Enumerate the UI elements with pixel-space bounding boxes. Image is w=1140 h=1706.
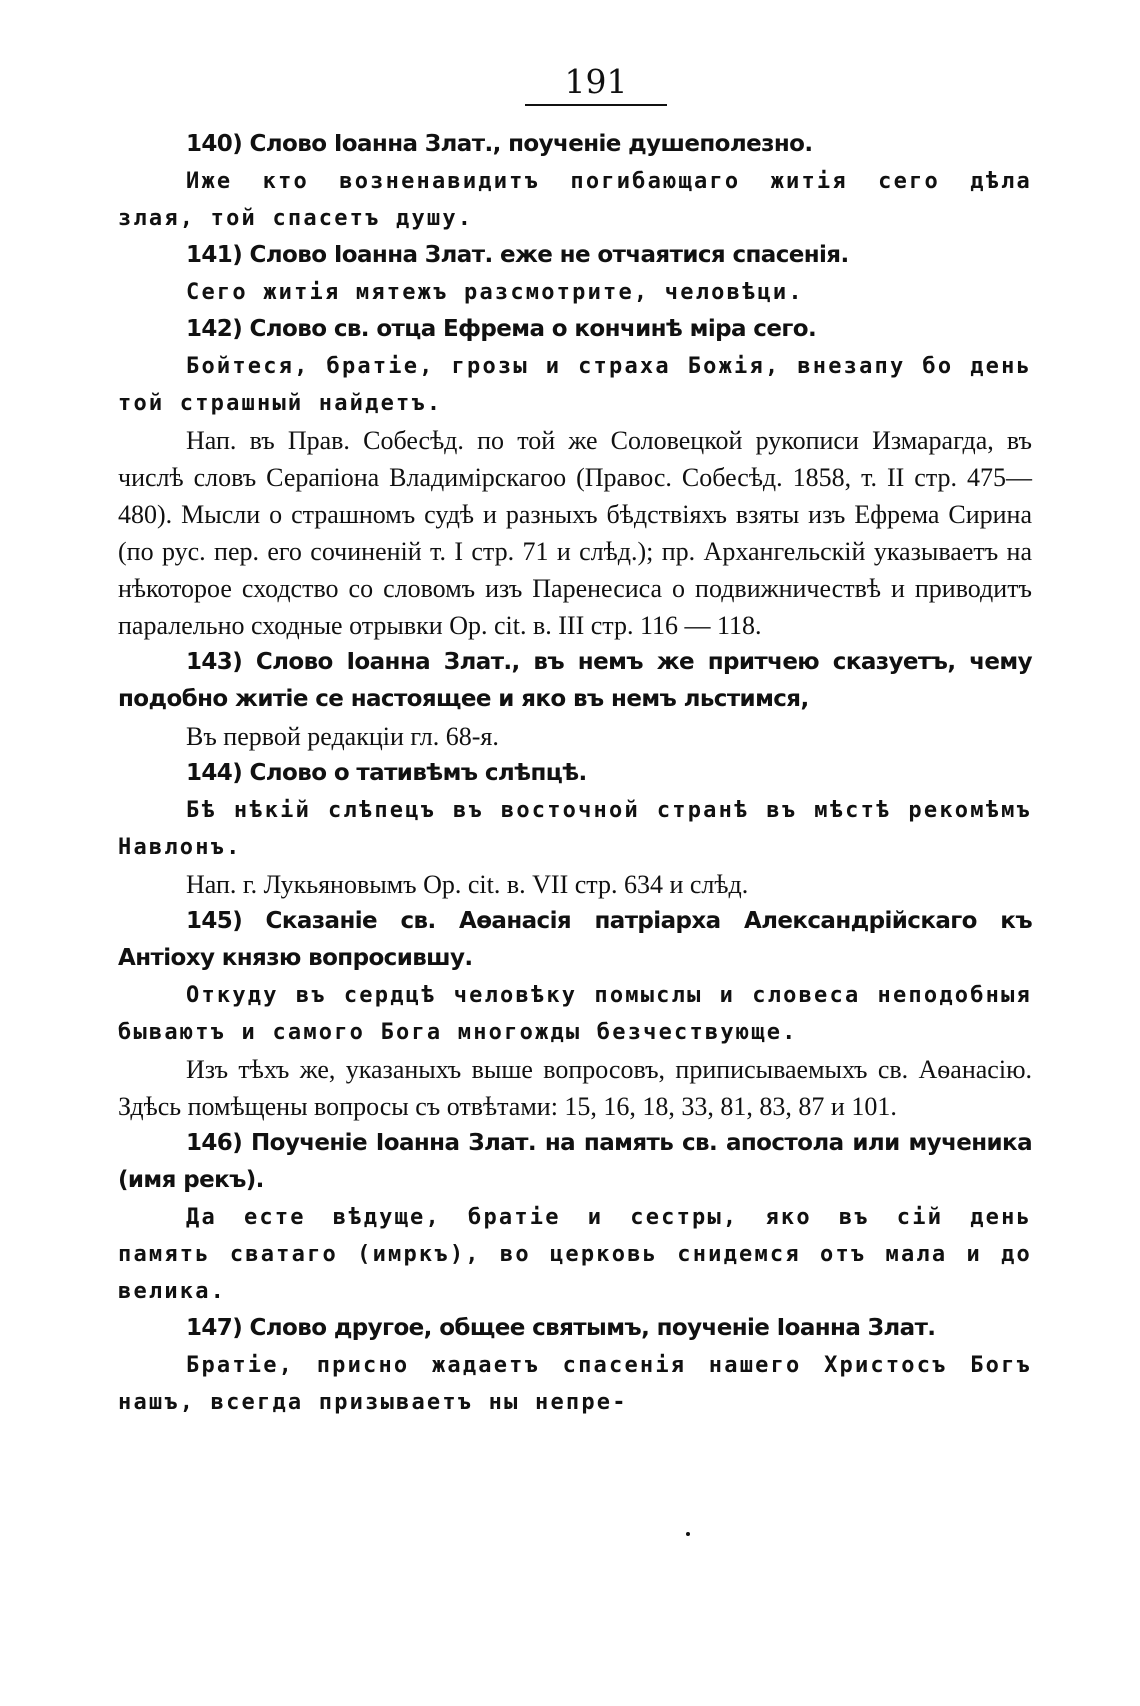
entry-title: 145) Сказаніе св. Аѳанасія патріарха Александрійскаго къ Антіоху князю вопросившу. bbox=[118, 908, 1032, 971]
page-number-rule bbox=[525, 104, 667, 106]
entry-incipit: Иже кто возненавидитъ погибающаго житія сего дѣла злая, той спасетъ душу. bbox=[118, 169, 1032, 231]
entry-title: 147) Слово другое, общее святымъ, поученіе Іоанна Злат. bbox=[186, 1315, 936, 1341]
entry-title: 140) Слово Іоанна Злат., поученіе душеполезно. bbox=[186, 131, 813, 157]
entry-143 bbox=[118, 644, 1032, 755]
entry-147 bbox=[118, 1310, 1032, 1421]
entry-146 bbox=[118, 1125, 1032, 1310]
entry-note: Въ первой редакціи гл. 68-я. bbox=[186, 722, 499, 751]
entry-incipit: Откуду въ сердцѣ человѣку помыслы и словеса неподобныя бываютъ и самого Бога многожды безчествующе. bbox=[118, 983, 1032, 1045]
entry-note: Изъ тѣхъ же, указаныхъ выше вопросовъ, приписываемыхъ св. Аѳанасію. Здѣсь помѣщены вопросы съ отвѣтами: 15, 16, 18, 33, 81, 83, 87 и 101. bbox=[118, 1055, 1032, 1121]
entry-note: Нап. г. Лукьяновымъ Ор. cit. в. VII стр. 634 и слѣд. bbox=[186, 870, 749, 899]
entry-141 bbox=[118, 237, 1032, 311]
printer-mark-dot bbox=[686, 1532, 690, 1536]
entry-incipit: Бойтеся, братіе, грозы и страха Божія, внезапу бо день той страшный найдетъ. bbox=[118, 354, 1032, 416]
entry-title: 144) Слово о тативѣмъ слѣпцѣ. bbox=[186, 760, 587, 786]
page-number: 191 bbox=[564, 62, 628, 101]
entry-title: 143) Слово Іоанна Злат., въ немъ же притчею сказуетъ, чему подобно житіе се настоящее и яко въ немъ льстимся, bbox=[118, 649, 1032, 712]
entry-140 bbox=[118, 126, 1032, 237]
entry-incipit: Да есте вѣдуще, братіе и сестры, яко въ сій день память сватаго (имркъ), во церковь снидемся отъ мала и до велика. bbox=[118, 1205, 1032, 1304]
entry-142 bbox=[118, 311, 1032, 644]
entry-title: 141) Слово Іоанна Злат. еже не отчаятися спасенія. bbox=[186, 242, 849, 268]
entry-incipit: Братіе, присно жадаетъ спасенія нашего Христосъ Богъ нашъ, всегда призываетъ ны непре- bbox=[118, 1353, 1032, 1415]
entry-title: 146) Поученіе Іоанна Злат. на память св. апостола или мученика (имя рекъ). bbox=[118, 1130, 1032, 1193]
entry-incipit: Бѣ нѣкій слѣпецъ въ восточной странѣ въ мѣстѣ рекомѣмъ Навлонъ. bbox=[118, 798, 1032, 860]
entry-title: 142) Слово св. отца Ефрема о кончинѣ міра сего. bbox=[186, 316, 817, 342]
entry-incipit: Сего житія мятежъ разсмотрите, человѣци. bbox=[186, 280, 804, 305]
entry-144 bbox=[118, 755, 1032, 903]
entry-note: Нап. въ Прав. Собесѣд. по той же Соловецкой рукописи Измарагда, въ числѣ словъ Серапіона Владимірскагоо (Правос. Собесѣд. 1858, т. II стр. 475—480). Мысли о страшномъ судѣ и разныхъ бѣдствіяхъ взяты изъ Ефрема Сирина (по рус. пер. его сочиненій т. I стр. 71 и слѣд.); пр. Архангельскій указываетъ на нѣкоторое сходство со словомъ изъ Паренесиса о подвижничествѣ и приводитъ паралельно сходные отрывки Ор. cit. в. III стр. 116 — 118. bbox=[118, 426, 1032, 640]
entry-145 bbox=[118, 903, 1032, 1125]
